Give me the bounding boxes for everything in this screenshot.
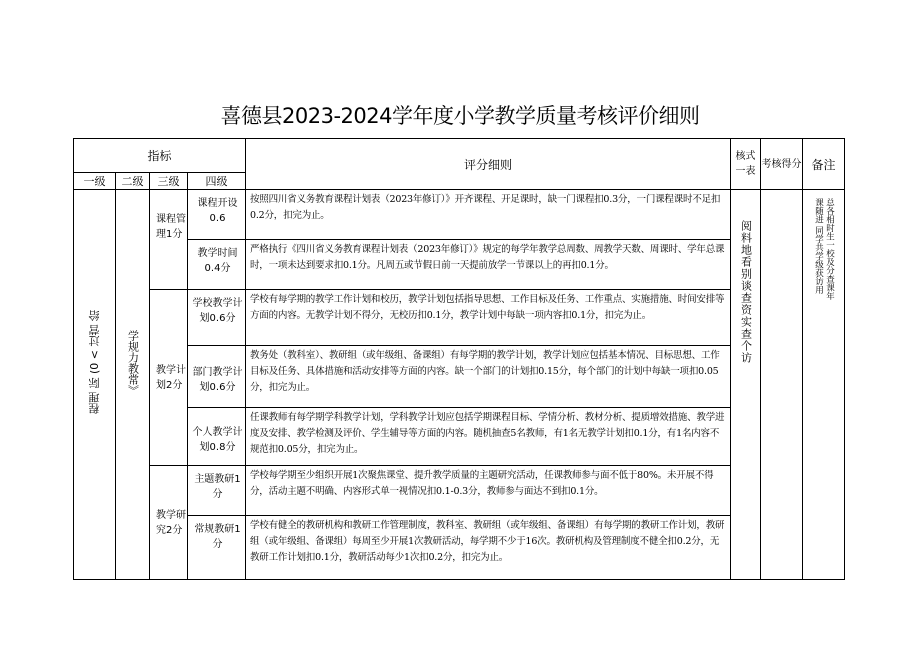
header-indicator: 指标 bbox=[74, 139, 246, 173]
level3-cell: 课程管理1分 bbox=[150, 190, 188, 290]
score-cell bbox=[761, 190, 803, 580]
level1-cell bbox=[74, 190, 116, 580]
level4-cell: 部门教学计划0.6分 bbox=[188, 346, 246, 408]
level1-text: 程理 际 (0 < 过营 给 bbox=[88, 310, 101, 414]
level2-text: 学规力教常》 bbox=[126, 330, 140, 396]
detail-cell: 学校每学期至少组织开展1次聚焦课堂、提升教学质量的主题研究活动，任课教师参与面不低于80%。未开展不得分，活动主题不明确、内容形式单一视情况扣0.1-0.3分，教师参与面达不到扣0.1分。 bbox=[246, 466, 731, 516]
level3-cell: 教学计划2分 bbox=[150, 290, 188, 466]
header-level3: 三级 bbox=[150, 173, 188, 190]
method-cell bbox=[731, 190, 761, 580]
detail-cell: 严格执行《四川省义务教育课程计划表（2023年修订）》规定的每学年教学总周数、周教学天数、周课时、学年总课时，一项未达到要求扣0.1分。凡周五或节假日前一天提前放学一节课以上的再扣0.1分。 bbox=[246, 240, 731, 290]
header-note: 备注 bbox=[803, 139, 845, 190]
evaluation-table bbox=[73, 138, 845, 580]
level3-cell: 教学研究2分 bbox=[150, 466, 188, 580]
detail-cell: 学校有健全的教研机构和教研工作管理制度，教科室、教研组（或年级组、备课组）有每学期的教研工作计划，教研组（或年级组、备课组）每周至少开展1次教研活动，每学期不少于16次。教研机构及管理制度不健全扣0.2分，无教研工作计划扣0.1分，教研活动每少1次扣0.2分，扣完为止。 bbox=[246, 516, 731, 580]
header-detail: 评分细则 bbox=[246, 139, 731, 190]
level4-cell: 学校教学计划0.6分 bbox=[188, 290, 246, 346]
detail-cell: 按照四川省义务教育课程计划表（2023年修订）》开齐课程、开足课时，缺一门课程扣0.3分，一门课程课时不足扣0.2分，扣完为止。 bbox=[246, 190, 731, 240]
header-level1: 一级 bbox=[74, 173, 116, 190]
note-text: 总各相时生一校及分查课年课随进 同学共学级获访用 bbox=[813, 198, 835, 300]
header-method bbox=[731, 139, 761, 190]
level4-cell: 常规教研1分 bbox=[188, 516, 246, 580]
detail-cell: 学校有每学期的教学工作计划和校历，教学计划包括指导思想、工作目标及任务、工作重点、实施措施、时间安排等方面的内容。无教学计划不得分，无校历扣0.1分，教学计划中每缺一项内容扣0.1分，扣完为止。 bbox=[246, 290, 731, 346]
level4-cell: 课程开设0.6 bbox=[188, 190, 246, 240]
note-cell bbox=[803, 190, 845, 580]
level4-cell: 个人教学计划0.8分 bbox=[188, 408, 246, 466]
detail-cell: 任课教师有每学期学科教学计划，学科教学计划应包括学期课程目标、学情分析、教材分析、提质增效措施、教学进度及安排、教学检测及评价、学生辅导等方面的内容。随机抽查5名教师，有1名无教学计划扣0.1分，有1名内容不规范扣0.05分，扣完为止。 bbox=[246, 408, 731, 466]
level2-cell bbox=[116, 190, 150, 580]
header-level2: 二级 bbox=[116, 173, 150, 190]
level4-cell: 主题教研1分 bbox=[188, 466, 246, 516]
header-level4: 四级 bbox=[188, 173, 246, 190]
header-score: 考核得分 bbox=[761, 139, 803, 190]
method-text: 阅料地看别谈查资实查个访 bbox=[739, 220, 753, 364]
header-method-label: 核式一表 bbox=[735, 151, 756, 177]
page-title: 喜德县2023-2024学年度小学教学质量考核评价细则 bbox=[220, 104, 700, 128]
level4-cell: 教学时间0.4分 bbox=[188, 240, 246, 290]
detail-cell: 教务处（教科室）、教研组（或年级组、备课组）有每学期的教学计划，教学计划应包括基本情况、目标思想、工作目标及任务、具体措施和活动安排等方面的内容。缺一个部门的计划扣0.15分，每个部门的计划中每缺一项扣0.05分，扣完为止。 bbox=[246, 346, 731, 408]
